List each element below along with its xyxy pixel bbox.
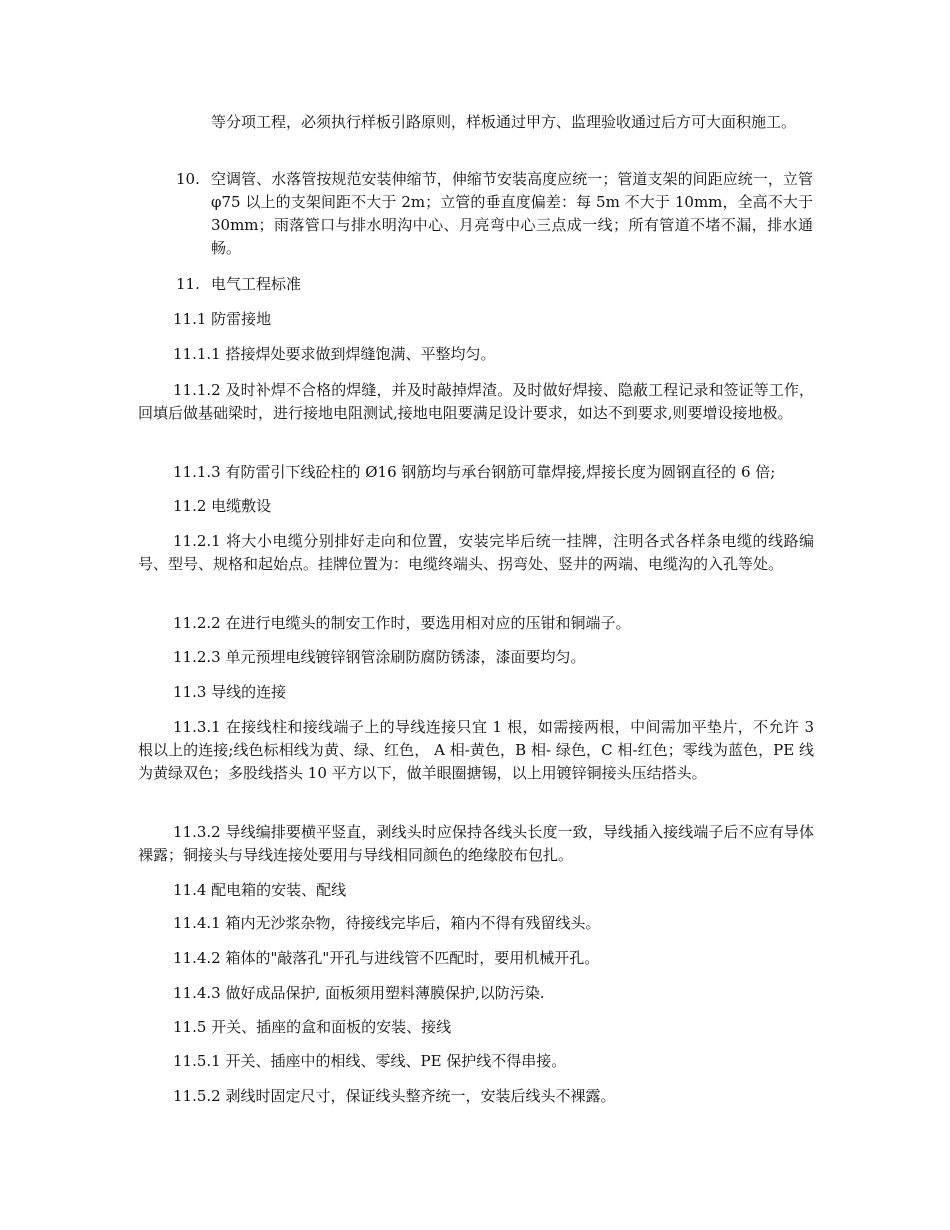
section-11-3-heading: 11.3 导线的连接 (173, 683, 287, 701)
section-11-1-3: 11.1.3 有防雷引下线砼柱的 Ø16 钢筋均与承台钢筋可靠焊接,焊接长度为圆钢直径的 6 倍; (173, 463, 776, 481)
section-11-2-heading: 11.2 电缆敷设 (173, 497, 272, 515)
section-11-5-2: 11.5.2 剥线时固定尺寸，保证线头整齐统一，安装后线头不裸露。 (173, 1087, 616, 1105)
section-11-1-1: 11.1.1 搭接焊处要求做到焊缝饱满、平整均匀。 (173, 345, 496, 363)
continuation-paragraph: 等分项工程，必须执行样板引路原则，样板通过甲方、监理验收通过后方可大面积施工。 (211, 113, 797, 131)
section-11-5-heading: 11.5 开关、插座的盒和面板的安装、接线 (173, 1018, 452, 1036)
section-11-2-2: 11.2.2 在进行电缆头的制安工作时，要选用相对应的压钳和铜端子。 (173, 614, 631, 632)
section-11-2-1: 11.2.1 将大小电缆分别排好走向和位置，安装完毕后统一挂牌，注明各式各样条电缆的线路编号、型号、规格和起始点。挂牌位置为：电缆终端头、拐弯处、竖井的两端、电缆沟的入孔等处。 (138, 532, 814, 573)
section-11-3-1: 11.3.1 在接线柱和接线端子上的导线连接只宜 1 根，如需接两根，中间需加平垫片，不允许 3 根以上的连接;线色标相线为黄、绿、红色， A 相-黄色，B 相- 绿色，C 相-红色；零线为蓝色，PE 线为黄绿双色；多股线搭头 10 平方以下，做羊眼圈搪锡，以上用镀锌铜接头压结搭头。 (138, 718, 814, 782)
section-11-1-2: 11.1.2 及时补焊不合格的焊缝，并及时敲掉焊渣。及时做好焊接、隐蔽工程记录和签证等工作，回填后做基础梁时，进行接地电阻测试,接地电阻要满足设计要求，如达不到要求,则要增设接地极。 (138, 381, 814, 422)
section-11-2-3: 11.2.3 单元预埋电线镀锌钢管涂刷防腐防锈漆，漆面要均匀。 (173, 648, 586, 666)
section-11-5-1: 11.5.1 开关、插座中的相线、零线、PE 保护线不得串接。 (173, 1052, 567, 1070)
section-11-4-heading: 11.4 配电箱的安装、配线 (173, 881, 347, 899)
section-11-3-2: 11.3.2 导线编排要横平竖直，剥线头时应保持各线头长度一致，导线插入接线端子后不应有导体裸露；铜接头与导线连接处要用与导线相同颜色的绝缘胶布包扎。 (138, 823, 814, 864)
section-11-4-3: 11.4.3 做好成品保护, 面板须用塑料薄膜保护,以防污染. (173, 984, 545, 1002)
item-10-text: 空调管、水落管按规范安装伸缩节，伸缩节安装高度应统一；管道支架的间距应统一，立管 φ75 以上的支架间距不大于 2m；立管的垂直度偏差：每 5m 不大于 10mm，全高不大于 30mm；雨落管口与排水明沟中心、月亮弯中心三点成一线；所有管道不堵不漏，排水通畅。 (211, 170, 813, 257)
item-11-heading: 电气工程标准 (211, 275, 302, 293)
section-11-1-heading: 11.1 防雷接地 (173, 310, 272, 328)
section-11-4-1: 11.4.1 箱内无沙浆杂物，待接线完毕后，箱内不得有残留线头。 (173, 914, 601, 932)
item-10-number: 10. (176, 170, 200, 188)
item-11-number: 11. (176, 275, 200, 293)
section-11-4-2: 11.4.2 箱体的"敲落孔"开孔与进线管不匹配时，要用机械开孔。 (173, 949, 600, 967)
